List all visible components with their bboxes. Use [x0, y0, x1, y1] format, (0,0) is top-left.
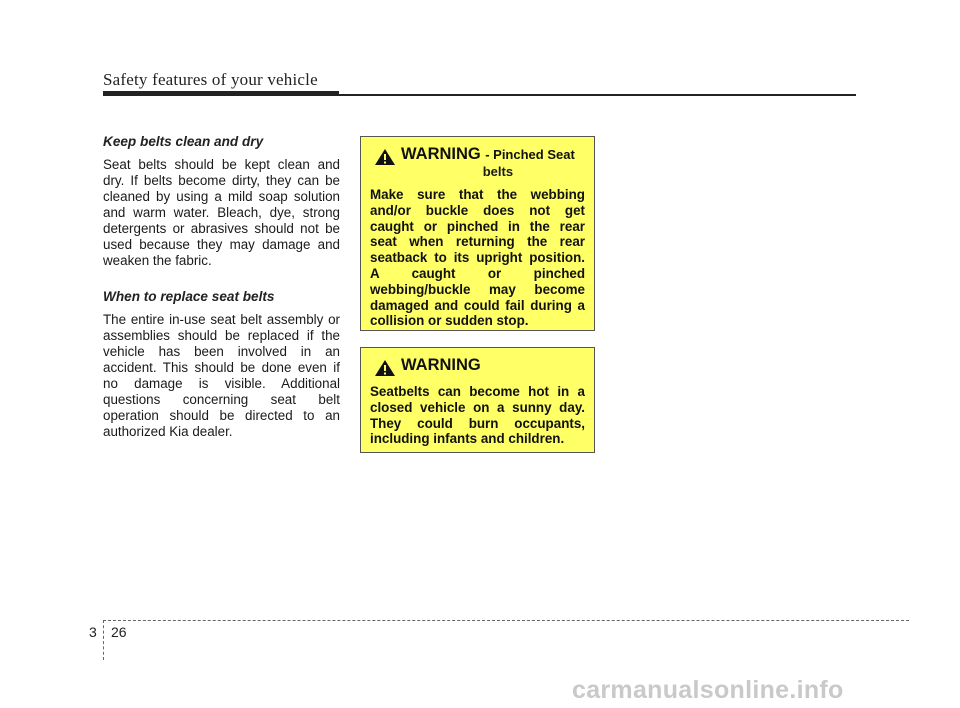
warning-box-hot-seatbelts	[360, 347, 595, 453]
warning-text: Seatbelts can become hot in a closed vehicle on a sunny day. They could burn occupants, including infants and children.	[370, 384, 585, 447]
section-heading: Keep belts clean and dry	[103, 134, 264, 149]
warning-triangle-icon	[374, 359, 396, 377]
watermark-text: carmanualsonline.info	[572, 676, 844, 704]
section-body: Seat belts should be kept clean and dry. If belts become dirty, they can be cleaned by using a mild soap solution and warm water. Bleach, dye, strong detergents or abrasives should not be used because they may damage and weaken the fabric.	[103, 157, 340, 268]
warning-subtitle-line2: belts	[482, 164, 514, 179]
warning-box-pinched-belts	[360, 136, 595, 331]
footer-divider	[103, 620, 104, 660]
header-title: Safety features of your vehicle	[103, 70, 318, 89]
warning-title: WARNING	[401, 145, 481, 163]
footer-rule	[103, 620, 909, 621]
warning-header	[370, 357, 585, 377]
warning-text: Make sure that the webbing and/or buckle does not get caught or pinched in the rear seat when returning the rear seatback to its upright position. A caught or pinched webbing/buckle may become damaged and could fail during a collision or sudden stop.	[370, 187, 585, 329]
warning-triangle-icon	[374, 148, 396, 166]
section-body: The entire in-use seat belt assembly or assemblies should be replaced if the vehicle has been involved in an accident. This should be done even if no damage is visible. Additional questions concerning seat belt operation should be directed to an authorized Kia dealer.	[103, 312, 340, 439]
warning-title-wrap	[401, 146, 575, 180]
section-clean-belts	[103, 134, 340, 269]
page-number: 26	[111, 624, 127, 640]
chapter-number: 3	[89, 624, 97, 640]
left-column	[103, 134, 340, 460]
header-rule	[103, 94, 856, 96]
section-replace-belts	[103, 289, 340, 440]
warning-subtitle: - Pinched Seat	[485, 147, 575, 162]
warning-title: WARNING	[401, 356, 481, 374]
warning-title-wrap	[401, 357, 481, 374]
warning-header	[370, 146, 585, 180]
section-heading: When to replace seat belts	[103, 289, 275, 304]
